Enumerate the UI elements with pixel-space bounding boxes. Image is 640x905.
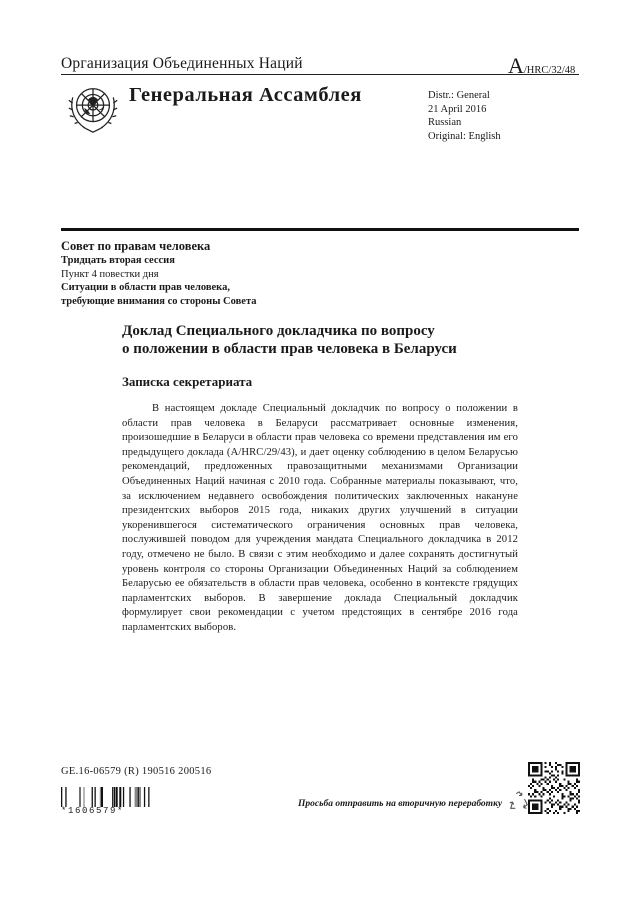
assembly-title: Генеральная Ассамблея bbox=[129, 84, 362, 106]
qr-code-icon bbox=[528, 762, 580, 814]
barcode-icon bbox=[61, 787, 153, 807]
document-symbol-code: /HRC/32/48 bbox=[523, 65, 576, 76]
report-title-line1: Доклад Специального докладчика по вопросу bbox=[122, 323, 435, 339]
barcode-text: *1606579* bbox=[61, 806, 125, 816]
agenda-item: Пункт 4 повестки дня bbox=[61, 268, 159, 280]
report-title bbox=[122, 322, 457, 358]
agenda-title-line2: требующие внимания со стороны Совета bbox=[61, 295, 257, 307]
summary-paragraph: В настоящем докладе Специальный докладчик по вопросу о положении в области прав человека в Беларуси рассматривает основные изменения, произошедшие в Беларуси в области прав человека со времени представления им его предыдущего доклада (A/HRC/29/43), и дает оценку соблюдению в целом Беларусью рекомендаций, предложенных правозащитными механизмами Организации Объединенных Наций начиная с 2010 года. Собранные материалы показывают, что, за исключением недавнего освобождения политических заключенных накануне президентских выборов 2015 года, никаких других улучшений в ситуации укоренившегося систематического ограничения основных прав человека, послужившей поводом для учреждения мандата Специального докладчика в 2012 году, отмечено не было. В связи с этим необходимо и далее сохранять достигнутый уровень контроля со стороны Организации Объединенных Наций за соблюдением Беларусью ее обязательств в области прав человека, особенно в контексте грядущих парламентских выборов. В завершение доклада Специальный докладчик формулирует свои рекомендации с учетом предстоящих в сентябре 2016 года парламентских выборов. bbox=[122, 403, 518, 633]
recycle-icon bbox=[508, 790, 530, 812]
language-line: Russian bbox=[428, 117, 462, 128]
note-heading: Записка секретариата bbox=[122, 374, 253, 389]
un-emblem-icon bbox=[64, 80, 122, 138]
report-title-line2: о положении в области прав человека в Беларуси bbox=[122, 341, 457, 357]
document-number: GE.16-06579 (R) 190516 200516 bbox=[61, 766, 212, 777]
distribution-line: Distr.: General bbox=[428, 90, 490, 101]
document-symbol bbox=[508, 53, 575, 79]
council-block bbox=[61, 238, 256, 308]
document-symbol-letter: A bbox=[508, 53, 524, 78]
organization-name: Организация Объединенных Наций bbox=[61, 55, 303, 72]
recycle-note: Просьба отправить на вторичную переработку bbox=[298, 799, 503, 809]
council-name: Совет по правам человека bbox=[61, 239, 211, 253]
date-line: 21 April 2016 bbox=[428, 103, 487, 115]
agenda-title-line1: Ситуации в области прав человека, bbox=[61, 282, 230, 293]
distribution-block bbox=[428, 89, 501, 143]
header-rule bbox=[61, 74, 579, 75]
original-language-line: Original: English bbox=[428, 130, 501, 142]
session-label: Тридцать вторая сессия bbox=[61, 255, 175, 266]
section-rule bbox=[61, 228, 579, 231]
